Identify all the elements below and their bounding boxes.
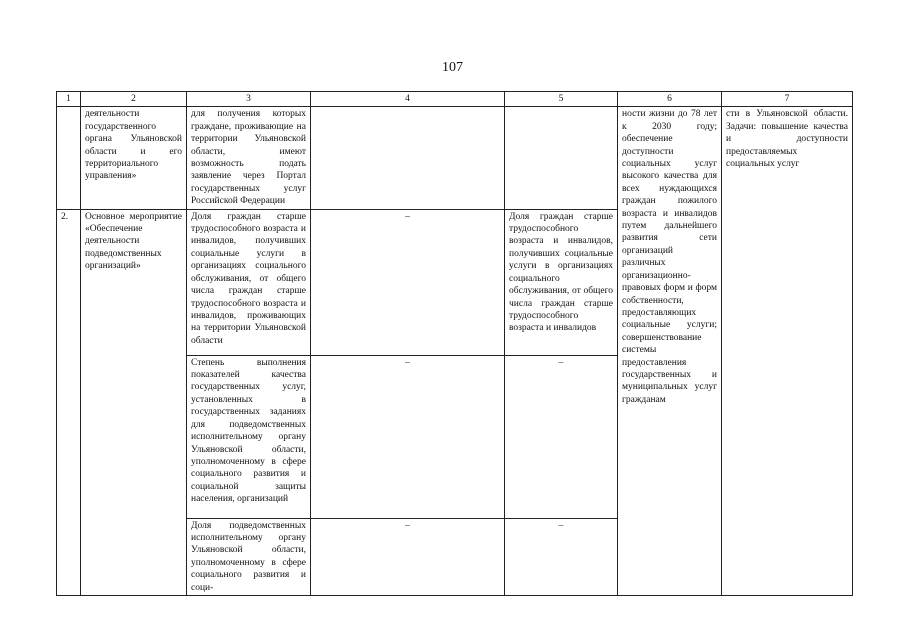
data-table (56, 91, 853, 596)
header-cell-7: 7 (722, 92, 853, 107)
cell-indicator: Доля подведомственных исполнительному органу Ульяновской области, уполномоченному в сфере социального развития и соци- (187, 518, 311, 595)
cell-col5: – (505, 355, 618, 518)
cell-col4: – (311, 518, 505, 595)
header-cell-5: 5 (505, 92, 618, 107)
header-cell-4: 4 (311, 92, 505, 107)
cell-indicator: Степень выполнения показателей качества государственных услуг, установленных в государственных заданиях для подведомственных исполнительному органу Ульяновской области, уполномоченному в сфере социального развития и социальной защиты населения, организаций (187, 355, 311, 518)
cell-indicator: Доля граждан старше трудоспособного возраста и инвалидов, получивших социальные услуги в организациях социального обслуживания, от общего числа граждан старше трудоспособного возраста и инвалидов, проживающих на территории Ульяновской области (187, 209, 311, 355)
cell-num: 2. (57, 209, 81, 595)
table-row (57, 107, 853, 209)
cell-activity: деятельности государственного органа Ульяновской области и его территориального управления» (81, 107, 187, 209)
header-row (57, 92, 853, 107)
header-cell-2: 2 (81, 92, 187, 107)
cell-num (57, 107, 81, 209)
cell-col4 (311, 107, 505, 209)
cell-indicator: для получения которых граждане, проживающие на территории Ульяновской области, имеют возможность подать заявление через Портал государственных услуг Российской Федерации (187, 107, 311, 209)
cell-col5: – (505, 518, 618, 595)
header-cell-6: 6 (618, 92, 722, 107)
cell-col4: – (311, 355, 505, 518)
header-cell-3: 3 (187, 92, 311, 107)
cell-tasks: сти в Ульяновской области. Задачи: повышение качества и доступности предоставляемых социальных услуг (722, 107, 853, 596)
cell-goals: ности жизни до 78 лет к 2030 году; обеспечение доступности социальных услуг высокого качества для всех нуждающихся граждан пожилого возраста и инвалидов путем дальнейшего развития сети организаций различных организационно-правовых форм и форм собственности, предоставляющих социальные услуги; совершенствование системы предоставления государственных и муниципальных услуг гражданам (618, 107, 722, 596)
header-cell-1: 1 (57, 92, 81, 107)
cell-col4: – (311, 209, 505, 355)
cell-col5: Доля граждан старше трудоспособного возраста и инвалидов, получивших социальные услуги в организациях социального обслуживания, от общего числа граждан старше трудоспособного возраста и инвалидов (505, 209, 618, 355)
cell-col5 (505, 107, 618, 209)
cell-activity: Основное мероприятие «Обеспечение деятельности подведомственных организаций» (81, 209, 187, 595)
page-number: 107 (442, 60, 463, 75)
